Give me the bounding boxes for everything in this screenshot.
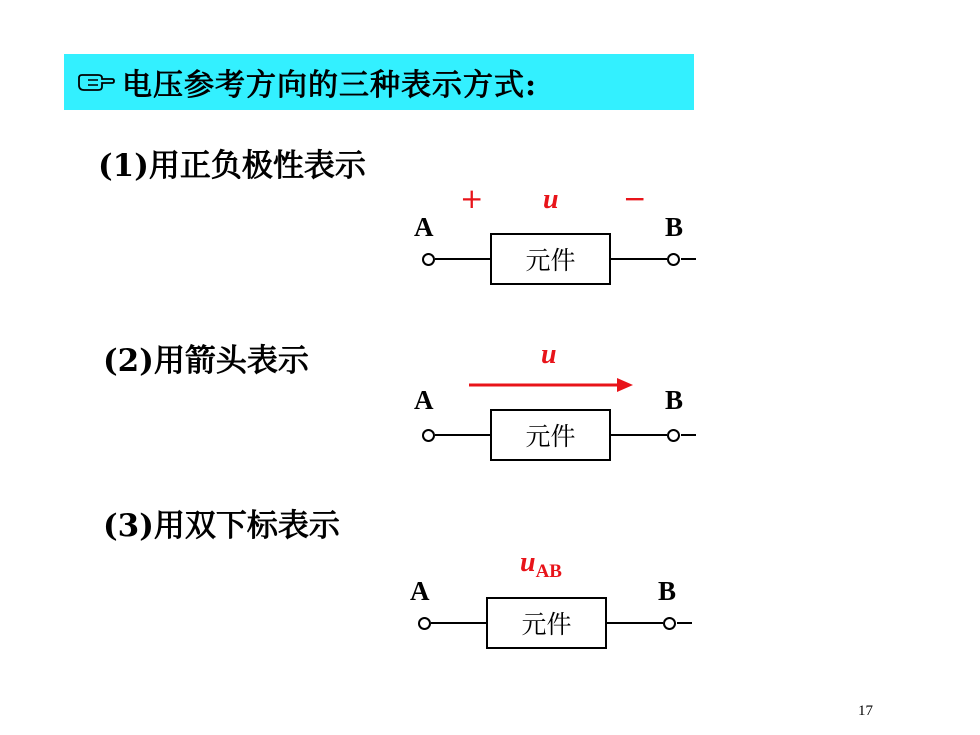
element-box: 元件 <box>490 409 611 461</box>
node-b-label: B <box>665 212 684 242</box>
arrow-right-icon <box>467 375 637 395</box>
page-title: 电压参考方向的三种表示方式: <box>122 68 538 103</box>
diagram-subscript <box>400 547 700 675</box>
voltage-label: u <box>543 184 559 215</box>
wire-left <box>435 258 491 260</box>
wire-right <box>607 622 663 624</box>
wire-right <box>611 258 667 260</box>
section-heading-polarity: (1)用正负极性表示 <box>98 148 366 184</box>
page-number: 17 <box>858 703 873 719</box>
node-a-label: A <box>414 212 434 242</box>
wire-left <box>431 622 487 624</box>
wire-tail <box>677 622 692 624</box>
diagram-polarity <box>405 180 705 300</box>
title-bar <box>64 54 694 110</box>
section-heading-subscript: (3)用双下标表示 <box>103 508 340 544</box>
wire-tail <box>681 434 696 436</box>
terminal-b <box>667 429 680 442</box>
voltage-label: u <box>541 339 557 370</box>
element-box: 元件 <box>486 597 607 649</box>
terminal-b <box>663 617 676 630</box>
voltage-subscript: AB <box>535 561 562 582</box>
wire-tail <box>681 258 696 260</box>
element-box: 元件 <box>490 233 611 285</box>
diagram-arrow <box>405 339 705 465</box>
pointing-hand-icon <box>76 69 116 95</box>
node-b-label: B <box>658 576 677 606</box>
node-a-label: A <box>410 576 430 606</box>
voltage-label: $u_{AB}$ <box>520 547 562 582</box>
node-b-label: B <box>665 385 684 415</box>
node-a-label: A <box>414 385 434 415</box>
section-heading-arrow: (2)用箭头表示 <box>103 343 309 379</box>
terminal-a <box>422 253 435 266</box>
wire-left <box>435 434 491 436</box>
terminal-b <box>667 253 680 266</box>
terminal-a <box>422 429 435 442</box>
terminal-a <box>418 617 431 630</box>
wire-right <box>611 434 667 436</box>
plus-sign: + <box>460 182 484 215</box>
minus-sign: − <box>623 182 647 215</box>
